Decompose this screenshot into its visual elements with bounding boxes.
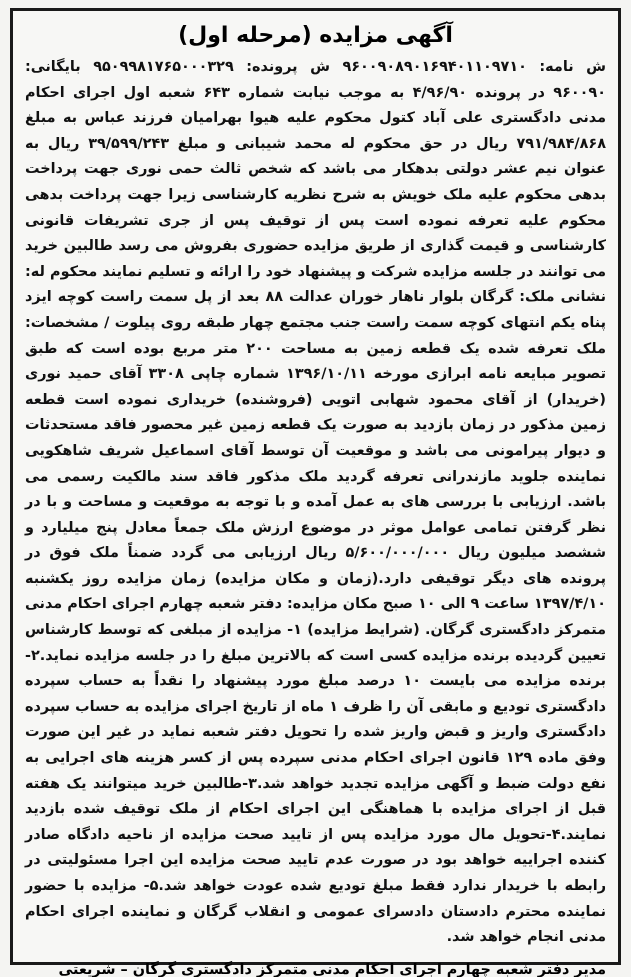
notice-signature: مدیر دفتر شعبه چهارم اجرای احکام مدنی متمرکز دادگستری گرگان – شریعتی [58,961,606,977]
notice-title: آگهی مزایده (مرحله اول) [178,23,453,48]
notice-body: ش نامه: ۹۶۰۰۹۰۸۹۰۱۶۹۴۰۱۱۰۹۷۱۰ ش پرونده: ۹۵۰۹۹۸۱۷۶۵۰۰۰۳۲۹ بایگانی: ۹۶۰۰۹۰ در پرونده ۴/۹۶/۹۰ به موجب نیابت شماره ۶۴۳ شعبه اول اجرای احکام مدنی دادگستری علی آباد کتول محکوم علیه هیوا بهرامیان فرزند عباس به مبلغ ۷۹۱/۹۸۴/۸۶۸ ریال در حق محکوم له محمد شیبانی و مبلغ ۳۹/۵۹۹/۲۴۳ ریال به عنوان نیم عشر دولتی بدهکار می باشد که شخص ثالث حمی نوری جهت پرداخت بدهی محکوم علیه ملک خویش به شرح نظریه کارشناسی زیرا جهت پرداخت بدهی محکوم علیه تعرفه نموده است پس از توقیف پس از جری تشریفات قانونی کارشناسی و قیمت گذاری از طریق مزایده حضوری بفروش می رسد طالبین خرید می توانند در جلسه مزایده شرکت و پیشنهاد خود را ارائه و تسلیم نمایند محکوم له: نشانی ملک: گرگان بلوار ناهار خوران عدالت ۸۸ بعد از پل سمت راست کوچه ایزد پناه یکم انتهای کوچه سمت راست جنب مجتمع چهار طبقه روی پیلوت / مشخصات: ملک تعرفه شده یک قطعه زمین به مساحت ۲۰۰ متر مربع بوده است که طبق تصویر مبایعه نامه ابرازی مورخه ۱۳۹۶/۱۰/۱۱ شماره چاپی ۳۳۰۸ آقای حمید نوری (خریدار) از آقای محمود شهابی اتویی (فروشنده) خریداری نموده است قطعه زمین مذکور در زمان بازدید به صورت یک قطعه زمین غیر محصور فاقد مستحدثات و دیوار پیرامونی می باشد و موقعیت آن توسط آقای اسماعیل شریف شاهکویی نماینده جلوید مازندرانی تعرفه گردید ملک مذکور فاقد سند مالکیت رسمی می باشد. ارزیابی با بررسی های به عمل آمده و با توجه به موقعیت و مساحت و با در نظر گرفتن تمامی عوامل موثر در موضوع ارزش ملک جمعاً معادل پنج میلیارد و ششصد میلیون ریال ۵/۶۰۰/۰۰۰/۰۰۰ ریال ارزیابی می گردد ضمناً ملک فوق در پرونده های دیگر توقیفی دارد.(زمان و مکان مزایده) زمان مزایده روز یکشنبه ۱۳۹۷/۴/۱۰ ساعت ۹ الی ۱۰ صبح مکان مزایده: دفتر شعبه چهارم اجرای احکام مدنی متمرکز دادگستری گرگان. (شرایط مزایده) ۱- مزایده از مبلغی که توسط کارشناس تعیین گردیده برنده مزایده کسی است که بالاترین مبلغ را در جلسه مزایده نماید.۲-برنده مزایده می بایست ۱۰ درصد مبلغ مورد پیشنهاد را نقداً به حساب سپرده دادگستری تودیع و مابقی آن را ظرف ۱ ماه از تاریخ اجرای مزایده به حساب سپرده دادگستری واریز و قبض واریز شده را تحویل دفتر شعبه نماید در غیر این صورت وفق ماده ۱۲۹ قانون اجرای احکام مدنی سپرده پس از کسر هزینه های اجرایی به نفع دولت ضبط و آگهی مزایده تجدید خواهد شد.۳-طالبین خرید میتوانند یک هفته قبل از اجرای مزایده با هماهنگی این اجرای احکام از ملک توقیف شده بازدید نمایند.۴-تحویل مال مورد مزایده پس از تایید صحت مزایده از ناحیه دادگاه صادر کننده اجراییه خواهد بود در صورت عدم تایید صحت مزایده این اجرا مسئولیتی در رابطه با خریدار ندارد فقط مبلغ تودیع شده عودت خواهد شد.۵- مزایده با حضور نماینده محترم دادستان دادسرای عمومی و انقلاب گرگان و نماینده اجرای احکام مدنی انجام خواهد شد. [25,59,607,946]
notice-frame [10,8,621,977]
